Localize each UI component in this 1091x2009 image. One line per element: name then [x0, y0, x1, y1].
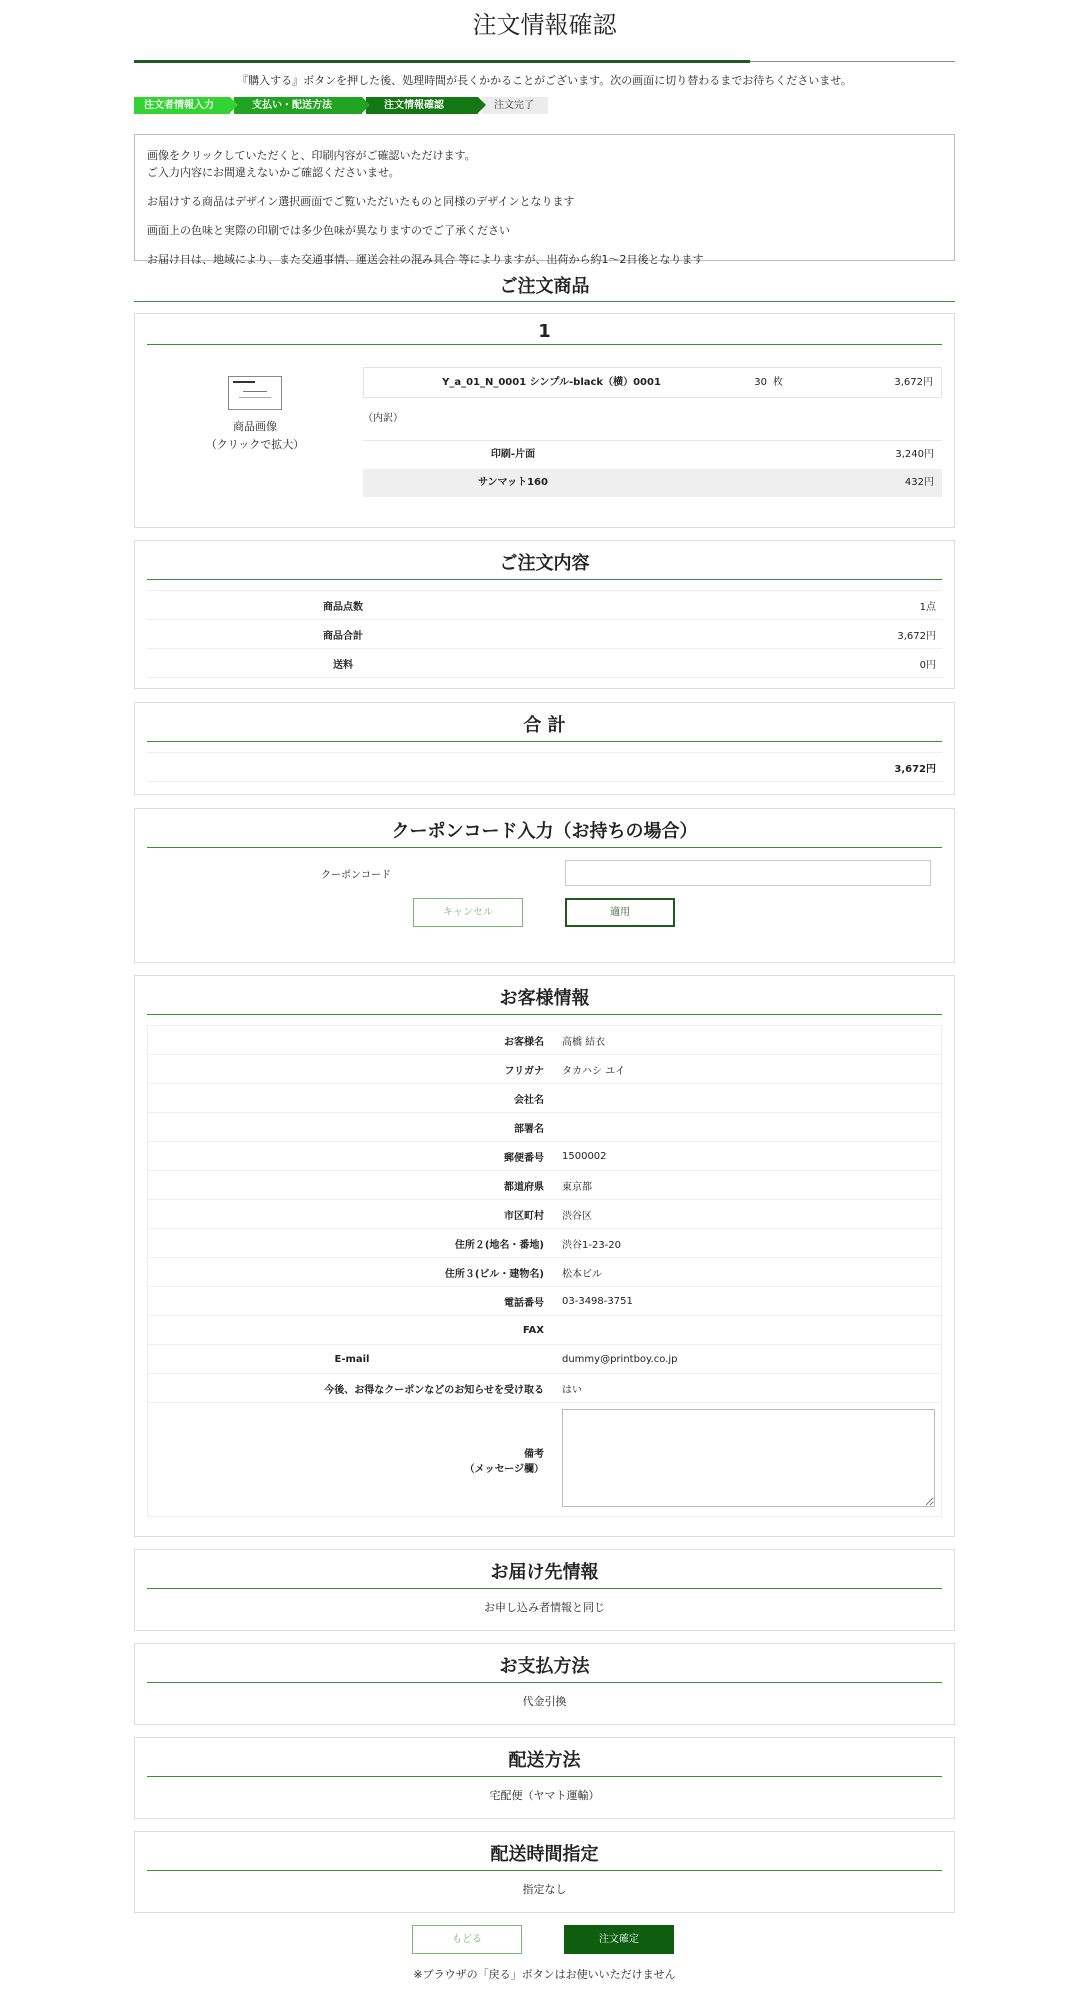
- memo-cell: [556, 1403, 942, 1517]
- item-number: 1: [538, 321, 551, 342]
- time-card: [134, 1831, 955, 1913]
- processing-notice: 『購入する』ボタンを押した後、処理時間が長くかかることがございます。次の画面に切り替わるまでお待ちくださいませ。: [237, 74, 852, 87]
- customer-label: フリガナ: [148, 1055, 557, 1084]
- product-quantity: 30: [754, 377, 767, 388]
- customer-value: 渋谷1-23-20: [556, 1229, 942, 1258]
- customer-value: 松本ビル: [556, 1258, 942, 1287]
- customer-label: 電話番号: [148, 1287, 557, 1316]
- customer-row: [148, 1084, 942, 1113]
- breakdown-row: [363, 469, 942, 497]
- delivery-rule: [147, 1588, 942, 1589]
- info-line: お届け日は、地域により、また交通事情、運送会社の混み具合 等によりますが、出荷から約1〜2日後となります: [147, 253, 704, 266]
- customer-value: dummy@printboy.co.jp: [556, 1345, 942, 1374]
- coupon-code-input[interactable]: [565, 860, 931, 886]
- summary-label: 商品点数: [147, 591, 539, 620]
- summary-value: 0円: [539, 649, 942, 678]
- total-row: [147, 753, 942, 782]
- customer-row: [148, 1258, 942, 1287]
- coupon-input-row: [147, 858, 942, 888]
- customer-row: [148, 1345, 942, 1374]
- customer-label: 住所２(地名・番地): [148, 1229, 557, 1258]
- order-summary-heading: ご注文内容: [499, 553, 590, 574]
- delivery-heading: お届け先情報: [490, 1562, 599, 1583]
- customer-heading: お客様情報: [499, 988, 590, 1009]
- order-items-section: [134, 274, 955, 302]
- payment-card: [134, 1643, 955, 1725]
- breakdown-item: 印刷-片面: [490, 449, 536, 460]
- breakdown-row: [363, 440, 942, 469]
- customer-value: はい: [556, 1374, 942, 1403]
- customer-row: [148, 1316, 942, 1345]
- progress-steps: [134, 97, 955, 114]
- step-customer-info: 注文者情報入力: [134, 97, 230, 114]
- product-row: [363, 367, 942, 398]
- breakdown-price: 3,240円: [895, 449, 934, 460]
- customer-label: E-mail: [148, 1345, 557, 1374]
- customer-label: 部署名: [148, 1113, 557, 1142]
- item-detail-column: [363, 367, 942, 497]
- product-unit: 枚: [773, 377, 783, 388]
- info-line: 画面上の色味と実際の印刷では多少色味が異なりますのでご了承ください: [147, 224, 510, 237]
- product-price: 3,672円: [894, 377, 933, 388]
- customer-row: [148, 1113, 942, 1142]
- page-container: [134, 0, 955, 1982]
- title-rule-light: [750, 61, 955, 62]
- customer-value: 03-3498-3751: [556, 1287, 942, 1316]
- info-line: ご入力内容にお間違えないかご確認くださいませ。: [147, 166, 400, 179]
- thumbnail-mark: [233, 381, 255, 383]
- breakdown-price: 432円: [904, 477, 934, 488]
- step-payment-shipping: 支払い・配送方法: [234, 97, 362, 114]
- shipping-rule: [147, 1776, 942, 1777]
- total-rule: [147, 741, 942, 742]
- title-rule-dark: [134, 60, 750, 63]
- total-value: 3,672円: [147, 753, 942, 782]
- delivery-value: お申し込み者情報と同じ: [484, 1601, 605, 1614]
- summary-row: [147, 649, 942, 678]
- step-order-complete: 注文完了: [482, 97, 548, 114]
- coupon-card: [134, 808, 955, 963]
- summary-value: 1点: [539, 591, 942, 620]
- total-table: [147, 752, 942, 782]
- customer-row: [148, 1055, 942, 1084]
- shipping-heading: 配送方法: [508, 1750, 581, 1771]
- breakdown-item: サンマット160: [478, 477, 548, 488]
- customer-row: [148, 1142, 942, 1171]
- delivery-card: [134, 1549, 955, 1631]
- order-summary-card: [134, 540, 955, 689]
- customer-value: [556, 1084, 942, 1113]
- memo-row: [148, 1403, 942, 1517]
- summary-label: 送料: [147, 649, 539, 678]
- step-order-confirm: 注文情報確認: [366, 97, 478, 114]
- item-body: [147, 367, 942, 497]
- coupon-buttons: [147, 898, 942, 927]
- shipping-value: 宅配便（ヤマト運輸）: [489, 1789, 600, 1802]
- time-rule: [147, 1870, 942, 1871]
- customer-card: [134, 975, 955, 1537]
- customer-label: お客様名: [148, 1026, 557, 1055]
- customer-label: FAX: [148, 1316, 557, 1345]
- customer-label: 今後、お得なクーポンなどのお知らせを受け取る: [148, 1374, 557, 1403]
- customer-value: 渋谷区: [556, 1200, 942, 1229]
- thumbnail-mark: [239, 397, 271, 398]
- confirm-order-button[interactable]: 注文確定: [564, 1925, 674, 1954]
- payment-rule: [147, 1682, 942, 1683]
- shipping-card: [134, 1737, 955, 1819]
- order-summary-table: [147, 590, 942, 678]
- customer-row: [148, 1026, 942, 1055]
- customer-label: 住所３(ビル・建物名): [148, 1258, 557, 1287]
- payment-value: 代金引換: [522, 1695, 567, 1708]
- customer-row: [148, 1229, 942, 1258]
- customer-rule: [147, 1014, 942, 1015]
- breakdown-label: （内訳）: [363, 413, 403, 424]
- info-box: [134, 134, 955, 266]
- payment-heading: お支払方法: [499, 1656, 590, 1677]
- coupon-rule: [147, 847, 942, 848]
- summary-label: 商品合計: [147, 620, 539, 649]
- info-line: 画像をクリックしていただくと、印刷内容がご確認いただけます。: [147, 149, 476, 162]
- order-summary-rule: [147, 579, 942, 580]
- thumbnail-caption-hint: （クリックで拡大）: [205, 438, 305, 451]
- coupon-apply-button[interactable]: 適用: [565, 898, 675, 927]
- coupon-heading: クーポンコード入力（お持ちの場合）: [391, 821, 698, 842]
- thumbnail-mark: [243, 391, 267, 392]
- item-rule: [147, 344, 942, 345]
- order-items-heading: ご注文商品: [499, 276, 590, 297]
- memo-label: 備考: [524, 1448, 544, 1460]
- customer-value: [556, 1113, 942, 1142]
- customer-value: 高橋 結衣: [556, 1026, 942, 1055]
- order-item-card: [134, 313, 955, 528]
- summary-row: [147, 620, 942, 649]
- time-heading: 配送時間指定: [490, 1844, 599, 1865]
- coupon-cancel-button[interactable]: キャンセル: [413, 898, 523, 927]
- product-name: Y_a_01_N_0001 シンプル-black（横）0001: [442, 377, 661, 388]
- customer-value: 東京都: [556, 1171, 942, 1200]
- total-card: [134, 702, 955, 795]
- customer-row: [148, 1200, 942, 1229]
- customer-row: [148, 1287, 942, 1316]
- summary-value: 3,672円: [539, 620, 942, 649]
- customer-label: 郵便番号: [148, 1142, 557, 1171]
- memo-label-sub: （メッセージ欄）: [464, 1463, 544, 1475]
- action-buttons: [134, 1925, 955, 1954]
- summary-row: [147, 591, 942, 620]
- product-thumbnail[interactable]: [228, 376, 282, 410]
- info-line: お届けする商品はデザイン選択画面でご覧いただいたものと同様のデザインとなります: [147, 195, 575, 208]
- customer-label: 市区町村: [148, 1200, 557, 1229]
- back-button[interactable]: もどる: [412, 1925, 522, 1954]
- total-heading: 合 計: [523, 715, 566, 736]
- customer-value: タカハシ ユイ: [556, 1055, 942, 1084]
- customer-table: [147, 1025, 942, 1517]
- coupon-label: クーポンコード: [321, 869, 391, 881]
- page-title: 注文情報確認: [472, 11, 617, 39]
- customer-value: [556, 1316, 942, 1345]
- thumbnail-caption: 商品画像: [233, 420, 277, 433]
- back-footnote: ※ブラウザの「戻る」ボタンはお使いいただけません: [413, 1968, 676, 1981]
- customer-label: 会社名: [148, 1084, 557, 1113]
- customer-label: 都道府県: [148, 1171, 557, 1200]
- title-rule: [134, 60, 955, 64]
- memo-textarea[interactable]: [562, 1409, 935, 1507]
- time-value: 指定なし: [522, 1883, 567, 1896]
- customer-row: [148, 1171, 942, 1200]
- thumbnail-column: [147, 367, 363, 497]
- memo-label-cell: [148, 1403, 557, 1517]
- order-items-rule: [134, 301, 955, 302]
- customer-row: [148, 1374, 942, 1403]
- customer-value: 1500002: [556, 1142, 942, 1171]
